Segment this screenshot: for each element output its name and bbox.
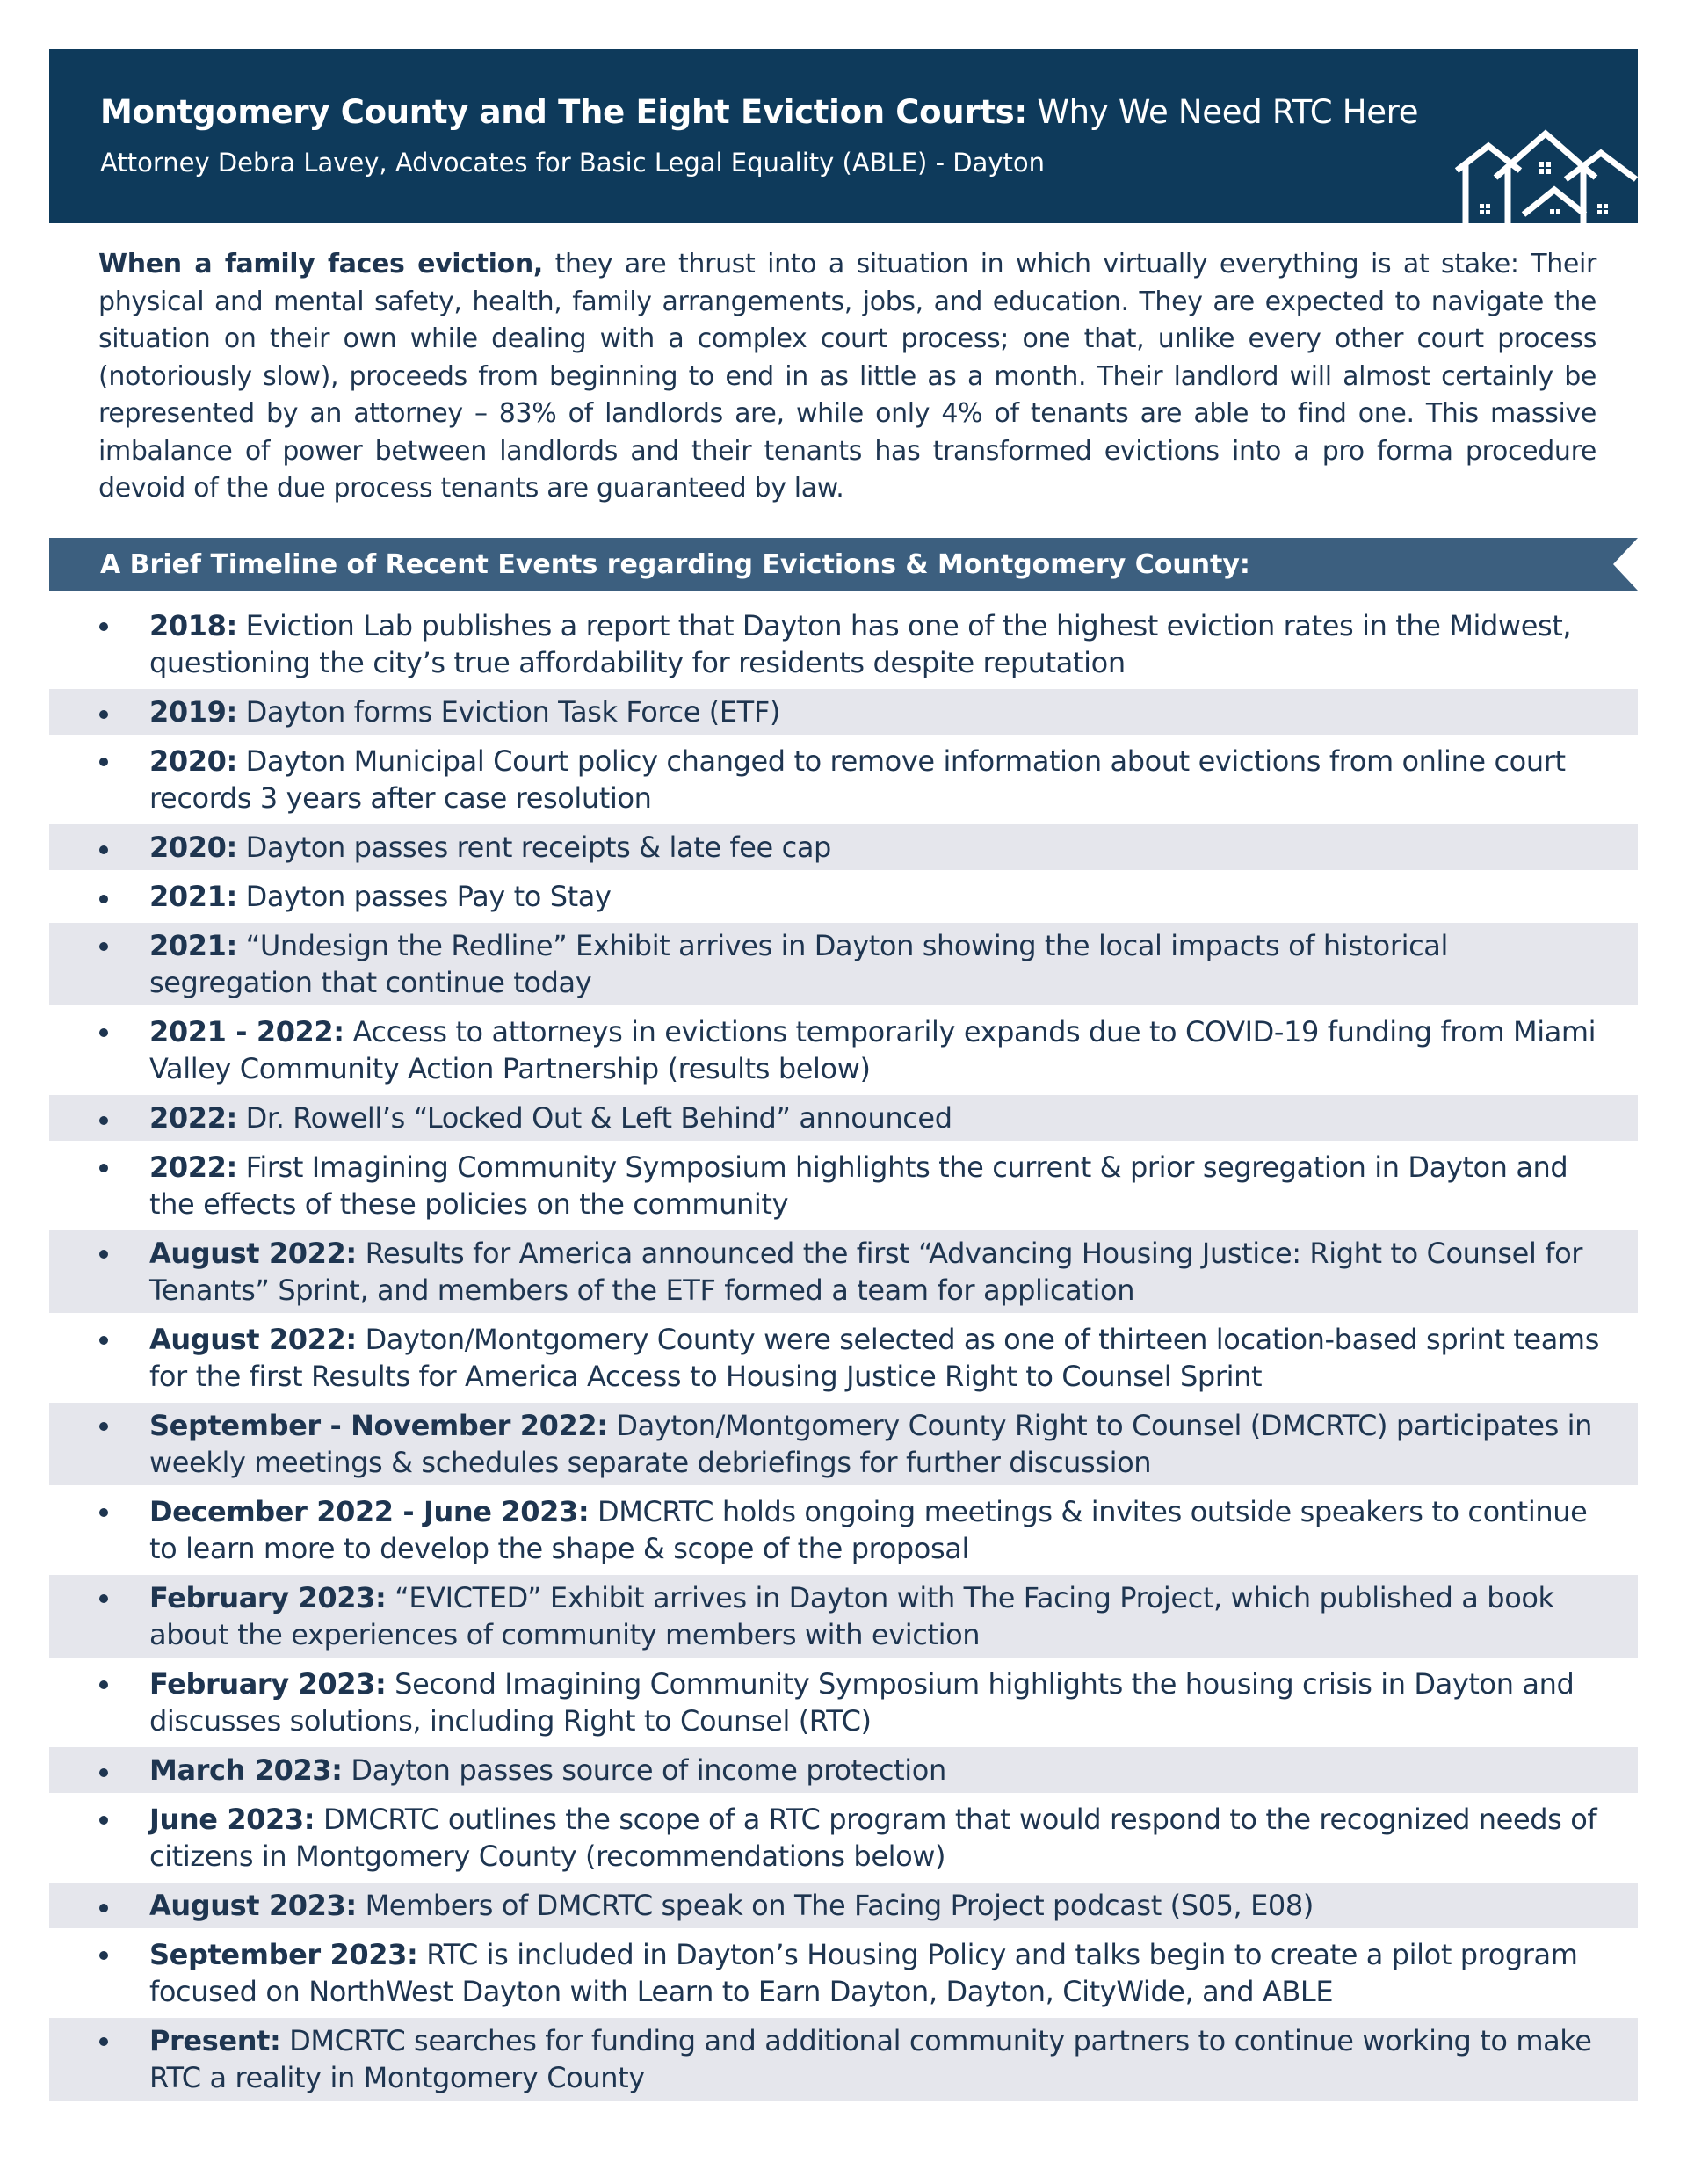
timeline-item bbox=[49, 1932, 1638, 2014]
item-date: August 2023: bbox=[149, 1889, 357, 1922]
item-text: “EVICTED” Exhibit arrives in Dayton with The Facing Project, which published a book about the experiences of community members with eviction bbox=[149, 1581, 1554, 1651]
item-date: September 2023: bbox=[149, 1938, 418, 1971]
page-subtitle: Attorney Debra Lavey, Advocates for Basic Legal Equality (ABLE) - Dayton bbox=[100, 148, 1046, 178]
timeline-item bbox=[49, 738, 1638, 821]
page-header bbox=[49, 49, 1638, 223]
item-date: Present: bbox=[149, 2024, 281, 2057]
item-date: 2018: bbox=[149, 609, 237, 642]
bullet-icon bbox=[99, 1250, 108, 1259]
item-text: Dayton passes Pay to Stay bbox=[245, 880, 612, 913]
item-text: Members of DMCRTC speak on The Facing Project podcast (S05, E08) bbox=[365, 1889, 1314, 1922]
bullet-icon bbox=[99, 845, 108, 854]
intro-lead: When a family faces eviction, bbox=[98, 249, 543, 279]
item-text: Dayton passes source of income protection bbox=[351, 1753, 946, 1787]
bullet-icon bbox=[99, 1028, 108, 1037]
item-date: March 2023: bbox=[149, 1753, 343, 1787]
item-date: 2022: bbox=[149, 1150, 237, 1184]
item-text: Dayton Municipal Court policy changed to remove information about evictions from online court records 3 years after case resolution bbox=[149, 744, 1566, 815]
title-bold: Montgomery County and The Eight Eviction Courts: bbox=[100, 93, 1027, 131]
timeline-item bbox=[49, 1317, 1638, 1399]
item-text: Results for America announced the first “Advancing Housing Justice: Right to Counsel for Tenants” Sprint, and members of the ETF formed a team for application bbox=[149, 1237, 1583, 1307]
timeline-item bbox=[49, 1796, 1638, 1879]
timeline-item bbox=[49, 1095, 1638, 1141]
item-date: February 2023: bbox=[149, 1667, 387, 1701]
intro-paragraph bbox=[98, 246, 1596, 508]
title-light: Why We Need RTC Here bbox=[1037, 93, 1419, 131]
item-text: Dayton/Montgomery County were selected as one of thirteen location-based sprint teams for the first Results for America Access to Housing Justice Right to Counsel Sprint bbox=[149, 1323, 1599, 1393]
item-date: 2019: bbox=[149, 695, 237, 729]
timeline-heading: A Brief Timeline of Recent Events regarding Evictions & Montgomery County: bbox=[100, 549, 1250, 580]
bullet-icon bbox=[99, 758, 108, 766]
bullet-icon bbox=[99, 1116, 108, 1125]
timeline-item bbox=[49, 1403, 1638, 1485]
bullet-icon bbox=[99, 622, 108, 631]
item-text: Dr. Rowell’s “Locked Out & Left Behind” announced bbox=[245, 1101, 952, 1135]
timeline-list bbox=[49, 603, 1638, 2104]
page-title bbox=[100, 93, 1418, 131]
item-date: 2021: bbox=[149, 929, 237, 962]
item-text: Access to attorneys in evictions temporarily expands due to COVID-19 funding from Miami Valley Community Action Partnership (results below) bbox=[149, 1015, 1596, 1085]
item-text: Dayton forms Eviction Task Force (ETF) bbox=[245, 695, 780, 729]
item-text: Dayton/Montgomery County Right to Counsel (DMCRTC) participates in weekly meetings & schedules separate debriefings for further discussion bbox=[149, 1409, 1593, 1479]
timeline-item bbox=[49, 1575, 1638, 1658]
item-text: DMCRTC holds ongoing meetings & invites outside speakers to continue to learn more to develop the shape & scope of the proposal bbox=[149, 1495, 1588, 1565]
item-text: Dayton passes rent receipts & late fee cap bbox=[245, 831, 831, 864]
timeline-item bbox=[49, 1009, 1638, 1092]
timeline-item bbox=[49, 824, 1638, 870]
timeline-item bbox=[49, 603, 1638, 686]
item-date: 2020: bbox=[149, 744, 237, 778]
bullet-icon bbox=[99, 942, 108, 951]
item-text: “Undesign the Redline” Exhibit arrives in Dayton showing the local impacts of historical segregation that continue today bbox=[149, 929, 1449, 999]
bullet-icon bbox=[99, 1508, 108, 1517]
bullet-icon bbox=[99, 1816, 108, 1825]
item-text: DMCRTC searches for funding and additional community partners to continue working to make RTC a reality in Montgomery County bbox=[149, 2024, 1592, 2094]
timeline-item bbox=[49, 874, 1638, 919]
bullet-icon bbox=[99, 1680, 108, 1689]
bullet-icon bbox=[99, 2037, 108, 2046]
timeline-item bbox=[49, 689, 1638, 735]
timeline-item bbox=[49, 1747, 1638, 1793]
bullet-icon bbox=[99, 1422, 108, 1431]
bullet-icon bbox=[99, 1594, 108, 1603]
item-date: 2021: bbox=[149, 880, 237, 913]
bullet-icon bbox=[99, 1768, 108, 1777]
timeline-item bbox=[49, 1661, 1638, 1744]
bullet-icon bbox=[99, 710, 108, 719]
bullet-icon bbox=[99, 1904, 108, 1912]
item-text: RTC is included in Dayton’s Housing Policy and talks begin to create a pilot program focused on NorthWest Dayton with Learn to Earn Dayton, Dayton, CityWide, and ABLE bbox=[149, 1938, 1578, 2008]
timeline-item bbox=[49, 2018, 1638, 2101]
bullet-icon bbox=[99, 1336, 108, 1345]
bullet-icon bbox=[99, 1164, 108, 1172]
item-text: First Imagining Community Symposium highlights the current & prior segregation in Dayton and the effects of these policies on the community bbox=[149, 1150, 1568, 1221]
timeline-heading-banner bbox=[49, 538, 1638, 591]
intro-body: they are thrust into a situation in which virtually everything is at stake: Their physical and mental safety, health, family arrangements, jobs, and education. They are expected to navigate the situation on their own while dealing with a complex court process; one that, unlike every other court process (notoriously slow), proceeds from beginning to end in as little as a month. Their landlord will almost certainly be represented by an attorney – 83% of landlords are, while only 4% of tenants are able to find one. This massive imbalance of power between landlords and their tenants has transformed evictions into a pro forma procedure devoid of the due process tenants are guaranteed by law. bbox=[98, 249, 1596, 504]
timeline-item bbox=[49, 1144, 1638, 1227]
item-date: August 2022: bbox=[149, 1323, 357, 1356]
timeline-item bbox=[49, 1230, 1638, 1313]
item-text: Second Imagining Community Symposium highlights the housing crisis in Dayton and discusses solutions, including Right to Counsel (RTC) bbox=[149, 1667, 1575, 1738]
houses-icon bbox=[1453, 127, 1638, 223]
timeline-item bbox=[49, 1489, 1638, 1571]
item-date: 2022: bbox=[149, 1101, 237, 1135]
item-date: August 2022: bbox=[149, 1237, 357, 1270]
item-date: September - November 2022: bbox=[149, 1409, 608, 1442]
timeline-item bbox=[49, 1883, 1638, 1928]
item-date: 2021 - 2022: bbox=[149, 1015, 344, 1048]
timeline-item bbox=[49, 923, 1638, 1005]
item-text: Eviction Lab publishes a report that Dayton has one of the highest eviction rates in the Midwest, questioning the city’s true affordability for residents despite reputation bbox=[149, 609, 1572, 679]
bullet-icon bbox=[99, 1951, 108, 1960]
bullet-icon bbox=[99, 895, 108, 903]
item-date: December 2022 - June 2023: bbox=[149, 1495, 590, 1528]
item-date: June 2023: bbox=[149, 1803, 315, 1836]
item-date: February 2023: bbox=[149, 1581, 387, 1614]
item-date: 2020: bbox=[149, 831, 237, 864]
item-text: DMCRTC outlines the scope of a RTC program that would respond to the recognized needs of citizens in Montgomery County (recommendations below) bbox=[149, 1803, 1597, 1873]
